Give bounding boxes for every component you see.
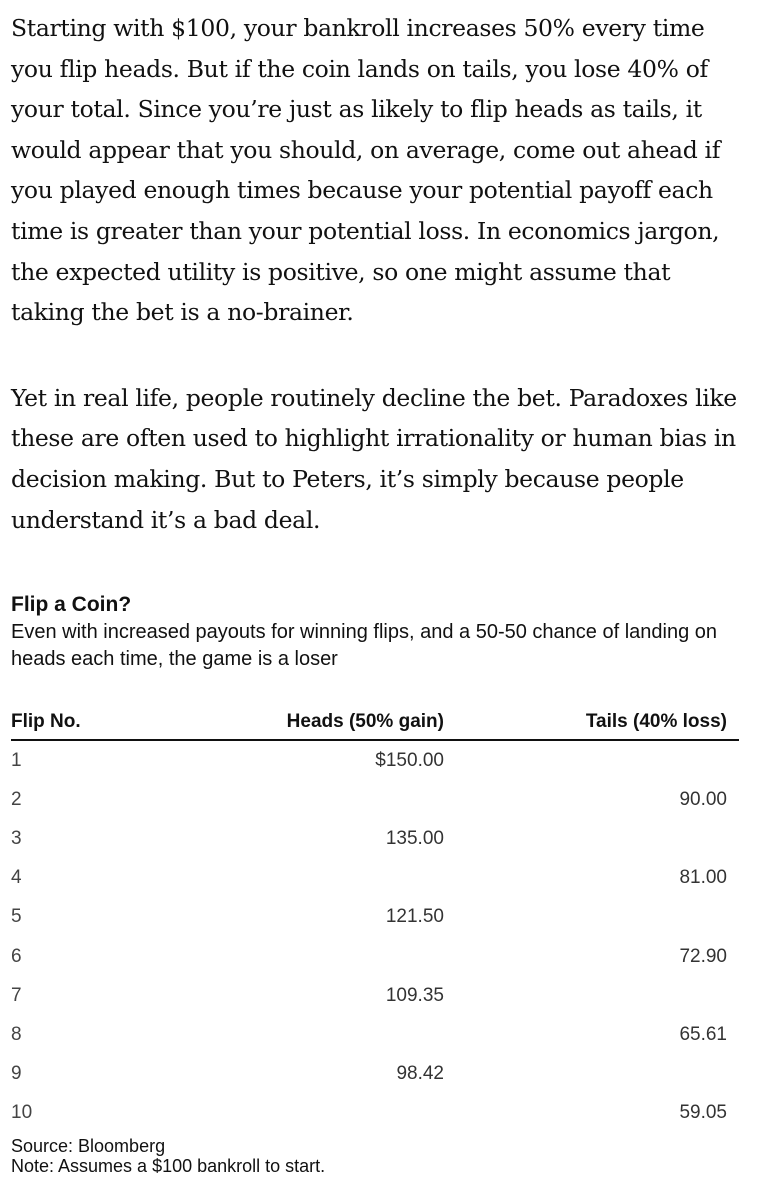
coin-flip-table-block [11,590,739,1133]
article-paragraph: Yet in real life, people routinely decline the bet. Paradoxes like these are often used to highlight irrationality or human bias in decision making. But to Peters, it’s simply because people understand it’s a bad deal. [11,383,737,534]
cell-flip: 3 [11,827,22,849]
cell-tails [444,1055,739,1094]
cell-heads [198,780,444,819]
cell-tails: 59.05 [679,1102,727,1124]
cell-flip: 10 [11,1102,33,1124]
cell-heads [198,1094,444,1133]
table-header-row [11,701,739,740]
cell-flip: 5 [11,906,22,928]
table-row [11,740,739,780]
table-subtitle: Even with increased payouts for winning flips, and a 50-50 chance of landing on heads each time, the game is a loser [11,621,718,670]
table-row [11,937,739,976]
cell-heads: 109.35 [385,984,444,1006]
cell-flip: 2 [11,788,22,810]
column-header-flip: Flip No. [11,701,198,740]
cell-flip: 6 [11,945,22,967]
cell-heads: 98.42 [396,1063,444,1085]
cell-tails: 72.90 [679,945,727,967]
table-row [11,1094,739,1133]
table-row [11,1055,739,1094]
table-row [11,780,739,819]
cell-flip: 4 [11,867,22,889]
cell-tails [444,898,739,937]
table-row [11,1015,739,1054]
cell-flip: 7 [11,984,22,1006]
table-row [11,976,739,1015]
cell-tails: 90.00 [679,788,727,810]
cell-tails [444,740,739,780]
cell-heads: $150.00 [375,749,444,771]
column-header-tails: Tails (40% loss) [444,701,739,740]
cell-heads [198,859,444,898]
assumption-note: Note: Assumes a $100 bankroll to start. [11,1156,326,1176]
coin-flip-table [11,701,739,1133]
article-paragraph: Starting with $100, your bankroll increases 50% every time you flip heads. But if the coin lands on tails, you lose 40% of your total. Since you’re just as likely to flip heads as tails, it would appear that you should, on average, come out ahead if you played enough times because your potential payoff each time is greater than your potential loss. In economics jargon, the expected utility is positive, so one might assume that taking the bet is a no-brainer. [11,14,721,327]
table-footnotes [11,1136,325,1176]
column-header-heads: Heads (50% gain) [198,701,444,740]
cell-heads [198,937,444,976]
cell-tails: 81.00 [679,867,727,889]
cell-tails [444,976,739,1015]
cell-heads: 135.00 [385,827,444,849]
source-note: Source: Bloomberg [11,1136,166,1156]
cell-heads: 121.50 [385,906,444,928]
cell-flip: 8 [11,1023,22,1045]
table-title: Flip a Coin? [11,593,132,616]
table-row [11,898,739,937]
cell-heads [198,1015,444,1054]
article-body [11,8,741,540]
cell-flip: 1 [11,749,22,771]
cell-tails: 65.61 [679,1023,727,1045]
cell-tails [444,819,739,858]
table-row [11,819,739,858]
cell-flip: 9 [11,1063,22,1085]
table-row [11,859,739,898]
